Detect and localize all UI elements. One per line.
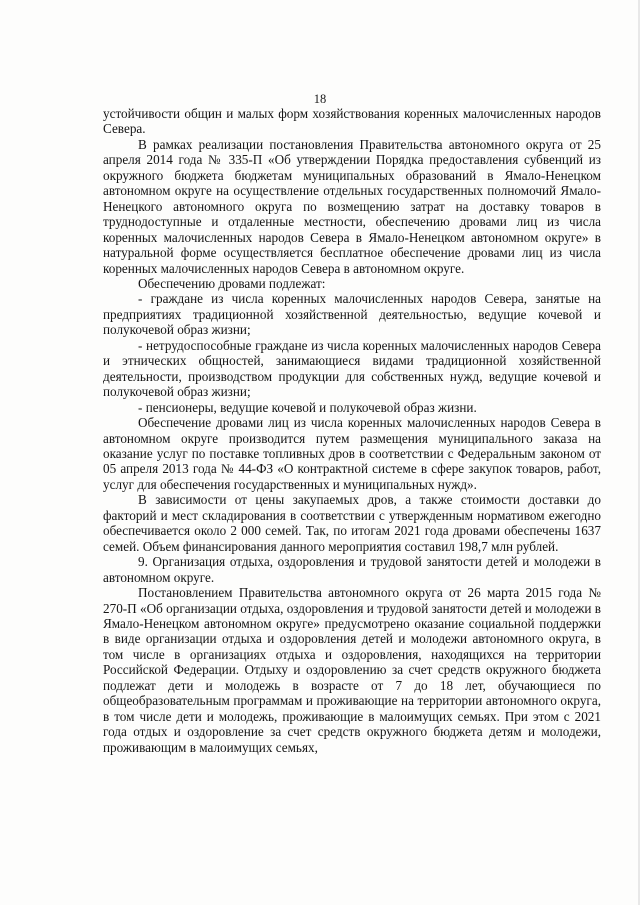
paragraph-procurement: Обеспечение дровами лиц из числа коренных малочисленных народов Севера в автономном округе производится путем размещения муниципального заказа на оказание услуг по поставке топливных дров в соответствии с Федеральным законом от 05 апреля 2013 года № 44-ФЗ «О контрактной системе в сфере закупок товаров, работ, услуг для обеспечения государственных и муниципальных нужд». bbox=[103, 415, 601, 492]
list-item-pensioners: - пенсионеры, ведущие кочевой и полукочевой образ жизни. bbox=[138, 399, 477, 415]
paragraph-results-2021: В зависимости от цены закупаемых дров, а также стоимости доставки до факторий и мест складирования в соответствии с утвержденным нормативом ежегодно обеспечивается около 2 000 семей. Так, по итогам 2021 года дровами обеспечены 1637 семей. Объем финансирования данного мероприятия составил 198,7 млн рублей. bbox=[103, 492, 601, 554]
paragraph-recreation-resolution: Постановлением Правительства автономного округа от 26 марта 2015 года № 270-П «Об организации отдыха, оздоровления и трудовой занятости детей и молодежи в Ямало-Ненецком автономном округе» предусмотрено оказание социальной поддержки в виде организации отдыха и оздоровления детей и молодежи автономного округа, в том числе в организациях отдыха и оздоровления, находящихся на территории Российской Федерации. Отдыху и оздоровлению за счет средств окружного бюджета подлежат дети и молодежь в возрасте от 7 до 18 лет, обучающиеся по общеобразовательным программам и проживающие на территории автономного округа, в том числе дети и молодежь, проживающие в малоимущих семьях. При этом с 2021 года отдых и оздоровление за счет средств окружного бюджета детям и молодежи, проживающим в малоимущих семьях, bbox=[103, 585, 601, 755]
list-item-employed-citizens: - граждане из числа коренных малочисленных народов Севера, занятые на предприятиях традиционной хозяйственной деятельностью, ведущие кочевой и полукочевой образ жизни; bbox=[103, 291, 601, 338]
section-heading-children-recreation: 9. Организация отдыха, оздоровления и трудовой занятости детей и молодежи в автономном округе. bbox=[103, 554, 601, 585]
paragraph-continuation: устойчивости общин и малых форм хозяйствования коренных малочисленных народов Севера. bbox=[103, 106, 601, 137]
document-body bbox=[103, 106, 601, 755]
paragraph-eligible-intro: Обеспечению дровами подлежат: bbox=[138, 275, 326, 291]
page-number: 18 bbox=[313, 92, 327, 106]
paragraph-firewood-program: В рамках реализации постановления Правительства автономного округа от 25 апреля 2014 года № 335-П «Об утверждении Порядка предоставления субвенций из окружного бюджета бюджетам муниципальных образований в Ямало-Ненецком автономном округе на осуществление отдельных государственных полномочий Ямало-Ненецкого автономного округа по возмещению затрат на доставку товаров в труднодоступные и отдаленные местности, обеспечению дровами лиц из числа коренных малочисленных народов Севера в Ямало-Ненецком автономном округе» в натуральной форме осуществляется бесплатное обеспечение дровами лиц из числа коренных малочисленных народов Севера в автономном округе. bbox=[103, 136, 601, 276]
list-item-disabled-citizens: - нетрудоспособные граждане из числа коренных малочисленных народов Севера и этнических общностей, занимающиеся видами традиционной хозяйственной деятельности, производством продукции для собственных нужд, ведущие кочевой и полукочевой образ жизни; bbox=[103, 337, 601, 400]
